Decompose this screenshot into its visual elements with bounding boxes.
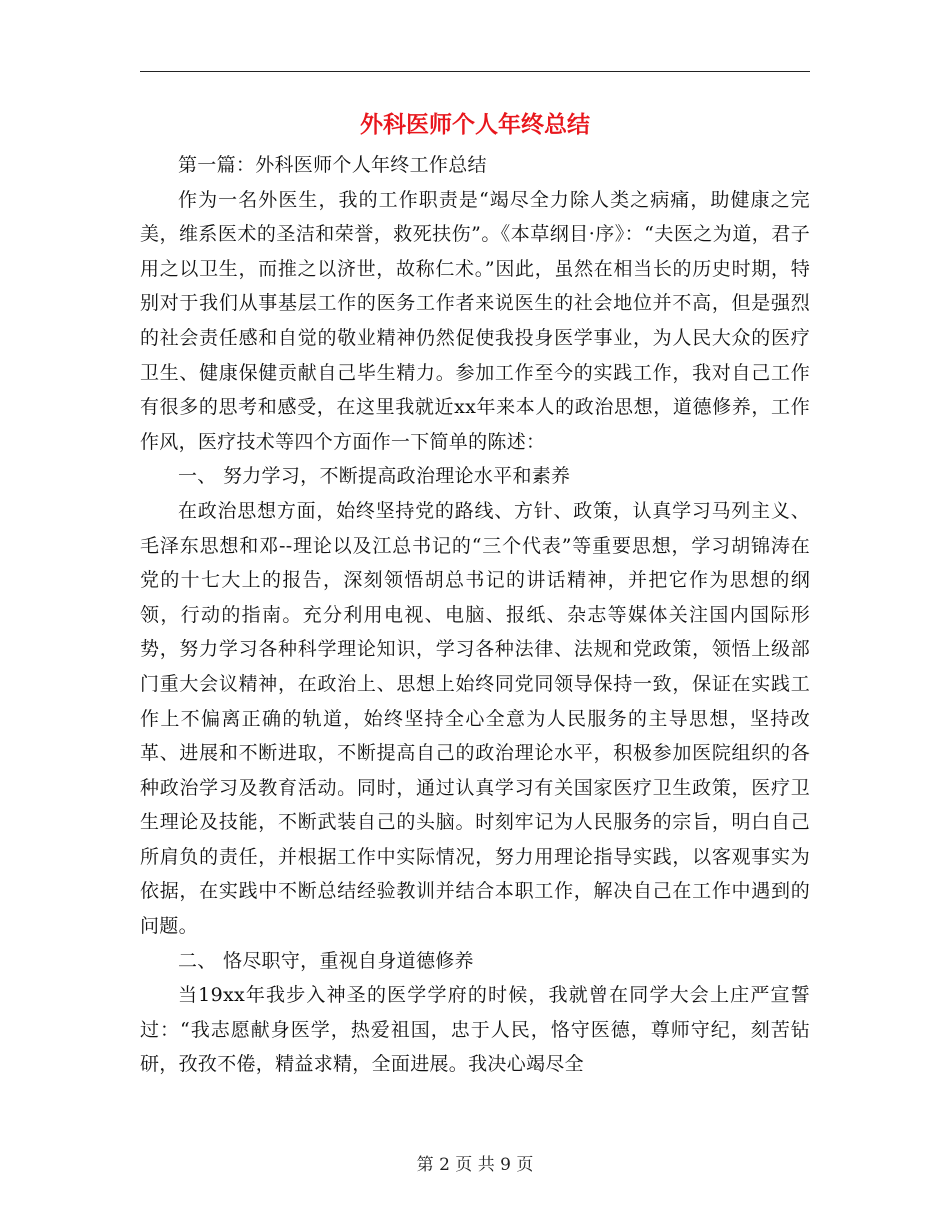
document-title: 外科医师个人年终总结 — [360, 111, 590, 138]
header-rule — [140, 71, 810, 72]
body-paragraph-politics: 在政治思想方面，始终坚持党的路线、方针、政策，认真学习马列主义、毛泽东思想和邓--理论以及江总书记的“三个代表”等重要思想，学习胡锦涛在党的十七大上的报告，深刻领悟胡总书记的讲话精神，并把它作为思想的纲领，行动的指南。充分利用电视、电脑、报纸、杂志等媒体关注国内国际形势，努力学习各种科学理论知识，学习各种法律、法规和党政策，领悟上级部门重大会议精神，在政治上、思想上始终同党同领导保持一致，保证在实践工作上不偏离正确的轨道，始终坚持全心全意为人民服务的主导思想，坚持改革、进展和不断进取，不断提高自己的政治理论水平，积极参加医院组织的各种政治学习及教育活动。同时，通过认真学习有关国家医疗卫生政策，医疗卫生理论及技能，不断武装自己的头脑。时刻牢记为人民服务的宗旨，明白自己所肩负的责任，并根据工作中实际情况，努力用理论指导实践，以客观事实为依据，在实践中不断总结经验教训并结合本职工作，解决自己在工作中遇到的问题。 — [140, 499, 810, 938]
section-heading-study: 一、 努力学习，不断提高政治理论水平和素养 — [178, 465, 571, 488]
document-body — [140, 148, 810, 1082]
body-paragraph-oath: 当19xx年我步入神圣的医学学府的时候，我就曾在同学大会上庄严宣誓过：“我志愿献身医学，热爱祖国，忠于人民，恪守医德，尊师守纪，刻苦钻研，孜孜不倦，精益求精，全面进展。我决心竭尽全 — [140, 984, 810, 1076]
body-paragraph-intro: 作为一名外医生，我的工作职责是“竭尽全力除人类之病痛，助健康之完美，维系医术的圣洁和荣誉，救死扶伤”。《本草纲目·序》：“夫医之为道，君子用之以卫生，而推之以济世，故称仁术。”因此，虽然在相当长的历史时期，特别对于我们从事基层工作的医务工作者来说医生的社会地位并不高，但是强烈的社会责任感和自觉的敬业精神仍然促使我投身医学事业，为人民大众的医疗卫生、健康保健贡献自己毕生精力。参加工作至今的实践工作，我对自己工作有很多的思考和感受，在这里我就近xx年来本人的政治思想，道德修养，工作作风，医疗技术等四个方面作一下简单的陈述： — [140, 188, 810, 453]
page-number-footer: 第 2 页 共 9 页 — [416, 1155, 534, 1175]
section-heading-duty: 二、 恪尽职守，重视自身道德修养 — [178, 949, 474, 972]
section-heading-part-one: 第一篇：外科医师个人年终工作总结 — [178, 154, 487, 176]
